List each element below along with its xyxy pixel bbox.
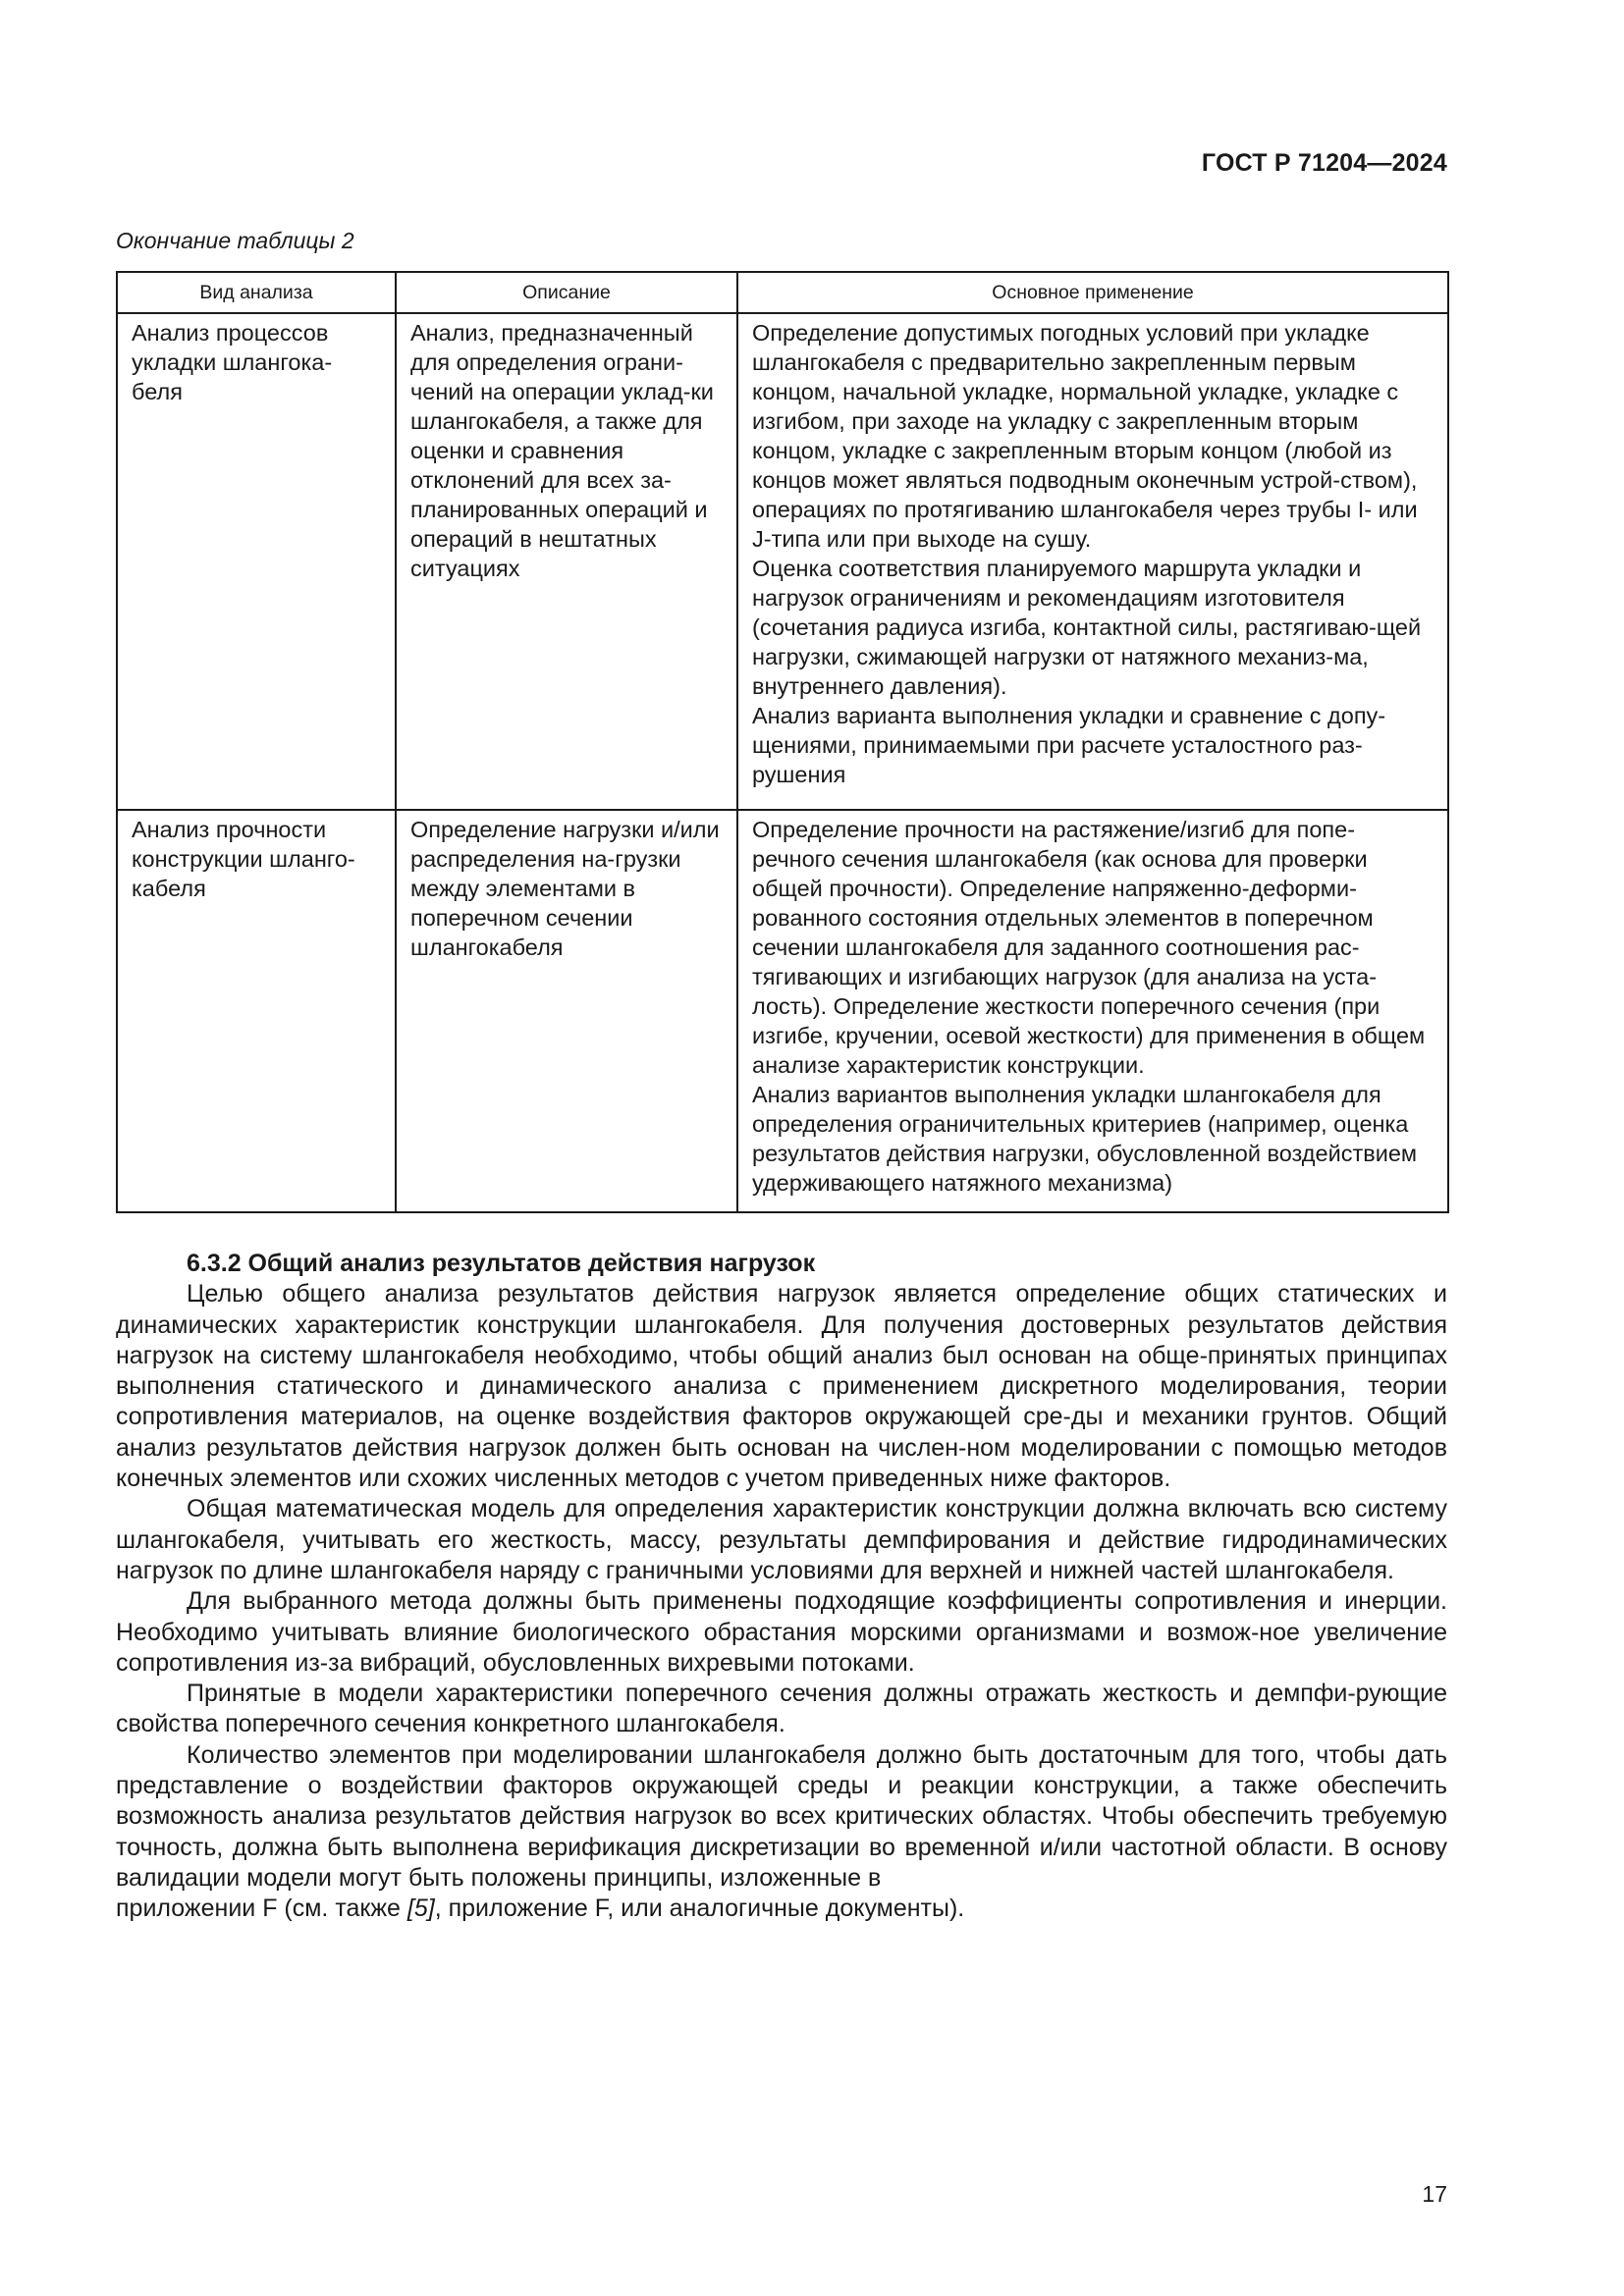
column-header-application: Основное применение [737, 272, 1448, 313]
table-caption: Окончание таблицы 2 [116, 228, 354, 253]
body-paragraph: Принятые в модели характеристики поперечного сечения должны отражать жесткость и демпфи-рующие свойства поперечного сечения конкретного шлангокабеля. [116, 1680, 1447, 1738]
standard-code: ГОСТ Р 71204—2024 [1201, 149, 1447, 177]
analysis-table [116, 271, 1449, 1213]
body-paragraph-last-line [116, 1894, 1447, 1924]
body-paragraph: Общая математическая модель для определения характеристик конструкции должна включать всю систему шлангокабеля, учитывать его жесткость, массу, результаты демпфирования и действие гидродинамических нагрузок по длине шлангокабеля наряду с граничными условиями для верхней и нижней частей шлангокабеля. [116, 1495, 1447, 1584]
application-paragraph: Анализ вариантов выполнения укладки шлангокабеля для определения ограничительных критериев (например, оценка результатов действия нагрузки, обусловленной воздействием удерживающего натяжного механизма) [752, 1082, 1418, 1196]
page-number: 17 [1422, 2181, 1447, 2207]
application-paragraph: Определение допустимых погодных условий при укладке шлангокабеля с предварительно закрепленным первым концом, начальной укладке, нормальной укладке, укладке с изгибом, при заходе на укладку с закрепленным вторым концом, укладке с закрепленным вторым концом (любой из концов может являться подводным оконечным устрой-ством), операциях по протягиванию шлангокабеля через трубы I- или J-типа или при выходе на сушу. [752, 320, 1418, 552]
cell-application [737, 810, 1448, 1212]
cell-description: Определение нагрузки и/или распределения на-грузки между элементами в поперечном сечении шлангокабеля [396, 810, 737, 1212]
table-header-row [117, 272, 1448, 313]
cell-application [737, 313, 1448, 810]
table-row [117, 810, 1448, 1212]
table-row [117, 313, 1448, 810]
column-header-type: Вид анализа [117, 272, 396, 313]
cell-analysis-type: Анализ прочности конструкции шланго-кабеля [117, 810, 396, 1212]
last-line-text-end: , приложение F, или аналогичные документы). [434, 1895, 965, 1923]
application-paragraph: Анализ варианта выполнения укладки и сравнение с допу-щениями, принимаемыми при расчете усталостного раз-рушения [752, 703, 1386, 787]
body-paragraph: Количество элементов при моделировании шлангокабеля должно быть достаточным для того, чтобы дать представление о воздействии факторов окружающей среды и реакции конструкции, а также обеспечить возможность анализа результатов действия нагрузок во всех критических областях. Чтобы обеспечить требуемую точность, должна быть выполнена верификация дискретизации во временной и/или частотной области. В основу валидации модели могут быть положены принципы, изложенные в [116, 1740, 1447, 1892]
body-paragraph: Целью общего анализа результатов действия нагрузок является определение общих статических и динамических характеристик конструкции шлангокабеля. Для получения достоверных результатов действия нагрузок на систему шлангокабеля необходимо, чтобы общий анализ был основан на обще-принятых принципах выполнения статического и динамического анализа с применением дискретного моделирования, теории сопротивления материалов, на оценке воздействия факторов окружающей сре-ды и механики грунтов. Общий анализ результатов действия нагрузок должен быть основан на числен-ном моделировании с помощью методов конечных элементов или схожих численных методов с учетом приведенных ниже факторов. [116, 1280, 1447, 1493]
section-heading: 6.3.2 Общий анализ результатов действия нагрузок [187, 1250, 816, 1277]
cell-analysis-type: Анализ процессов укладки шлангока-беля [117, 313, 396, 810]
section-body [116, 1249, 1447, 1925]
application-paragraph: Определение прочности на растяжение/изгиб для попе-речного сечения шлангокабеля (как основа для проверки общей прочности). Определение напряженно-деформи-рованного состояния отдельных элементов в поперечном сечении шлангокабеля для заданного соотношения рас-тягивающих и изгибающих нагрузок (для анализа на уста-лость). Определение жесткости поперечного сечения (при изгибе, кручении, осевой жесткости) для применения в общем анализе характеристик конструкции. [752, 817, 1426, 1078]
bibliography-reference[interactable]: [5] [406, 1895, 435, 1923]
body-paragraph: Для выбранного метода должны быть применены подходящие коэффициенты сопротивления и инерции. Необходимо учитывать влияние биологического обрастания морскими организмами и возмож-ное увеличение сопротивления из-за вибраций, обусловленных вихревыми потоками. [116, 1587, 1447, 1677]
application-paragraph: Оценка соответствия планируемого маршрута укладки и нагрузок ограничениям и рекомендациям изготовителя (сочетания радиуса изгиба, контактной силы, растягиваю-щей нагрузки, сжимающей нагрузки от натяжного механиз-ма, внутреннего давления). [752, 556, 1422, 699]
column-header-description: Описание [396, 272, 737, 313]
last-line-text: приложении F (см. также [116, 1895, 407, 1923]
cell-description: Анализ, предназначенный для определения ограни-чений на операции уклад-ки шлангокабеля, а также для оценки и сравнения отклонений для всех за-планированных операций и операций в нештатных ситуациях [396, 313, 737, 810]
